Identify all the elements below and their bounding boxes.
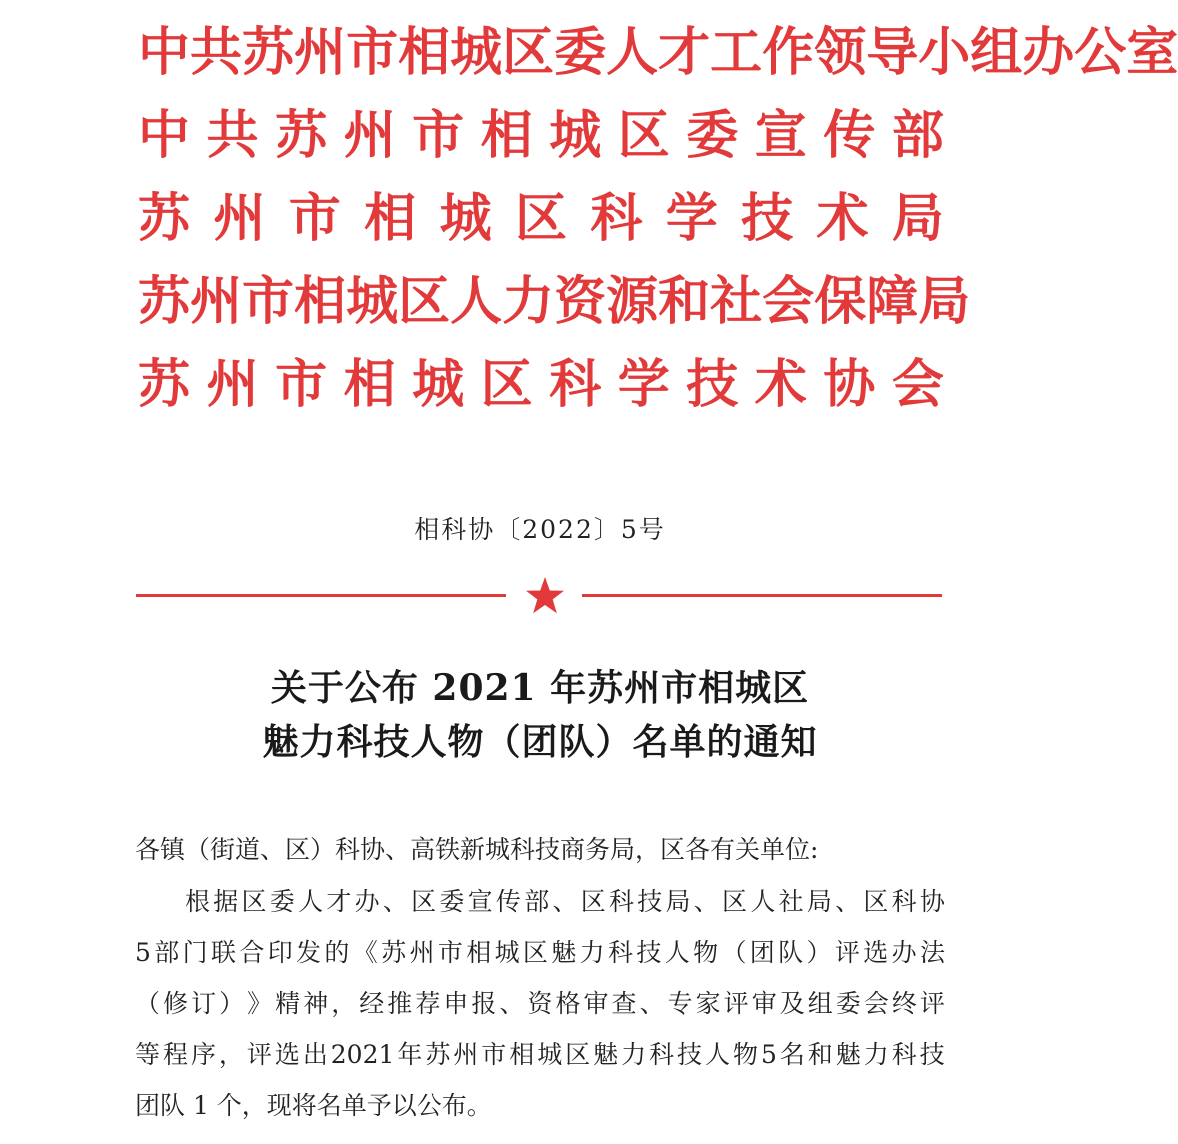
paragraph-char: 根 bbox=[185, 887, 211, 916]
notice-title-line-2: 魅力科技人物（团队）名单的通知 bbox=[262, 721, 818, 763]
issuer-char: 室 bbox=[1126, 23, 1178, 83]
paragraph-char: 魅 bbox=[593, 1040, 619, 1069]
issuer-char: 协 bbox=[823, 355, 876, 415]
issuer-char: 源 bbox=[606, 272, 659, 332]
salutation: 各镇（街道、区）科协、高铁新城科技商务局，区各有关单位: bbox=[135, 835, 819, 864]
paragraph-char: 科 bbox=[891, 1040, 917, 1069]
paragraph-char: 《 bbox=[352, 938, 378, 967]
issuer-char: 苏 bbox=[138, 272, 191, 332]
paragraph-char: 传 bbox=[495, 887, 521, 916]
issuer-line bbox=[138, 95, 944, 178]
paragraph-char: 推 bbox=[387, 989, 413, 1018]
paragraph-char: 和 bbox=[807, 1040, 833, 1069]
paragraph-char: 审 bbox=[583, 989, 609, 1018]
issuer-line bbox=[138, 12, 1178, 95]
issuer-char: 城 bbox=[412, 355, 465, 415]
paragraph-char: 等 bbox=[135, 1040, 161, 1069]
issuer-char: 技 bbox=[741, 189, 794, 249]
paragraph-char: 州 bbox=[453, 1040, 479, 1069]
paragraph-char: 技 bbox=[919, 1040, 945, 1069]
paragraph-char: 区 bbox=[565, 1040, 591, 1069]
issuer-char: 市 bbox=[346, 23, 399, 83]
paragraph-char: 会 bbox=[863, 989, 889, 1018]
paragraph-char: ， bbox=[331, 989, 357, 1018]
paragraph-char: 法 bbox=[919, 938, 945, 967]
paragraph-char: 终 bbox=[891, 989, 917, 1018]
issuer-char: 导 bbox=[866, 23, 919, 83]
issuer-char: 术 bbox=[754, 355, 807, 415]
issuer-char: 区 bbox=[480, 355, 533, 415]
document-number: 相科协〔2022〕5号 bbox=[414, 515, 666, 544]
paragraph-char: 专 bbox=[667, 989, 693, 1018]
paragraph-char: 申 bbox=[443, 989, 469, 1018]
paragraph-char: 相 bbox=[509, 1040, 535, 1069]
paragraph-char: 精 bbox=[275, 989, 301, 1018]
paragraph-char: 局 bbox=[806, 887, 832, 916]
paragraph-char: 查 bbox=[611, 989, 637, 1018]
red-star-icon bbox=[523, 574, 567, 618]
paragraph-char: 人 bbox=[705, 1040, 731, 1069]
paragraph-char: 相 bbox=[466, 938, 492, 967]
paragraph-char: 办 bbox=[354, 887, 380, 916]
paragraph-char: 订 bbox=[191, 989, 217, 1018]
issuer-char: 城 bbox=[549, 106, 602, 166]
issuer-char: 公 bbox=[1074, 23, 1127, 83]
paragraph-char: 物 bbox=[732, 1040, 758, 1069]
issuer-char: 苏 bbox=[242, 23, 295, 83]
paragraph-char: 修 bbox=[163, 989, 189, 1018]
issuer-char: 宣 bbox=[754, 106, 807, 166]
issuer-char: 市 bbox=[288, 189, 341, 249]
paragraph-char: 发 bbox=[296, 938, 322, 967]
paragraph-char: 出 bbox=[302, 1040, 328, 1069]
issuer-char: 障 bbox=[866, 272, 919, 332]
issuer-char: 小 bbox=[918, 23, 971, 83]
issuer-char: 部 bbox=[891, 106, 944, 166]
paragraph-char: 州 bbox=[409, 938, 435, 967]
issuer-char: 市 bbox=[412, 106, 465, 166]
issuer-char: 相 bbox=[398, 23, 451, 83]
issuer-char: 区 bbox=[398, 272, 451, 332]
issuer-char: 相 bbox=[294, 272, 347, 332]
paragraph-line bbox=[135, 876, 945, 927]
paragraph-char: 组 bbox=[807, 989, 833, 1018]
issuer-char: 局 bbox=[918, 272, 971, 332]
paragraph-line bbox=[135, 927, 945, 978]
paragraph-char: 力 bbox=[579, 938, 605, 967]
issuer-char: 市 bbox=[242, 272, 295, 332]
issuer-char: 会 bbox=[891, 355, 944, 415]
paragraph-line bbox=[135, 978, 945, 1029]
issuer-char: 区 bbox=[617, 106, 670, 166]
paragraph-char: ， bbox=[218, 1040, 244, 1069]
paragraph-char: 门 bbox=[182, 938, 208, 967]
paragraph-char: 评 bbox=[919, 989, 945, 1018]
paragraph-char: 局 bbox=[665, 887, 691, 916]
paragraph-char: 科 bbox=[891, 887, 917, 916]
issuer-char: 传 bbox=[823, 106, 876, 166]
issuer-char: 局 bbox=[891, 189, 944, 249]
paragraph-char: 选 bbox=[274, 1040, 300, 1069]
issuer-char: 科 bbox=[549, 355, 602, 415]
issuer-line bbox=[138, 261, 971, 344]
issuer-line bbox=[138, 344, 944, 427]
issuer-char: 共 bbox=[190, 23, 243, 83]
issuer-char: 城 bbox=[450, 23, 503, 83]
paragraph-char: 审 bbox=[751, 989, 777, 1018]
issuer-char: 相 bbox=[343, 355, 396, 415]
paragraph-char: 报 bbox=[471, 989, 497, 1018]
paragraph-char: 委 bbox=[269, 887, 295, 916]
paragraph-char: 队 bbox=[778, 938, 804, 967]
issuer-char: 学 bbox=[665, 189, 718, 249]
issuer-char: 作 bbox=[762, 23, 815, 83]
paragraph-char: 评 bbox=[246, 1040, 272, 1069]
issuer-char: 城 bbox=[439, 189, 492, 249]
paragraph-char: 部 bbox=[154, 938, 180, 967]
notice-title-line-1: 关于公布 2021 年苏州市相城区 bbox=[270, 667, 810, 709]
paragraph-char: 评 bbox=[834, 938, 860, 967]
paragraph-char: 办 bbox=[891, 938, 917, 967]
paragraph-char: 委 bbox=[835, 989, 861, 1018]
issuer-char: 苏 bbox=[138, 355, 191, 415]
paragraph-char: 、 bbox=[552, 887, 578, 916]
paragraph-char: 选 bbox=[863, 938, 889, 967]
paragraph-char: 印 bbox=[267, 938, 293, 967]
paragraph-char: 荐 bbox=[415, 989, 441, 1018]
paragraph-char: 》 bbox=[247, 989, 273, 1018]
paragraph-char: 5 bbox=[760, 1040, 777, 1069]
issuer-line bbox=[138, 178, 944, 261]
paragraph-char: 区 bbox=[522, 938, 548, 967]
paragraph-char: 力 bbox=[863, 1040, 889, 1069]
paragraph-char: 名 bbox=[779, 1040, 805, 1069]
paragraph-char: （ bbox=[721, 938, 747, 967]
issuer-char: 会 bbox=[762, 272, 815, 332]
paragraph-char: 、 bbox=[499, 989, 525, 1018]
body-paragraph bbox=[135, 876, 945, 1131]
issuer-char: 科 bbox=[590, 189, 643, 249]
paragraph-char: ） bbox=[806, 938, 832, 967]
paragraph-char: ） bbox=[219, 989, 245, 1018]
paragraph-char: 区 bbox=[411, 887, 437, 916]
paragraph-char: 合 bbox=[239, 938, 265, 967]
issuer-char: 和 bbox=[658, 272, 711, 332]
paragraph-char: 资 bbox=[527, 989, 553, 1018]
paragraph-char: 市 bbox=[437, 938, 463, 967]
paragraph-char: 力 bbox=[621, 1040, 647, 1069]
paragraph-char: 家 bbox=[695, 989, 721, 1018]
paragraph-char: 的 bbox=[324, 938, 350, 967]
paragraph-char: 区 bbox=[722, 887, 748, 916]
issuer-char: 学 bbox=[617, 355, 670, 415]
paragraph-char: 5 bbox=[135, 938, 151, 967]
paragraph-char: 魅 bbox=[835, 1040, 861, 1069]
paragraph-char: 及 bbox=[779, 989, 805, 1018]
paragraph-char: 科 bbox=[608, 938, 634, 967]
paragraph-char: 人 bbox=[664, 938, 690, 967]
issuer-char: 州 bbox=[190, 272, 243, 332]
issuer-char: 城 bbox=[346, 272, 399, 332]
issuer-char: 中 bbox=[138, 106, 191, 166]
issuer-char: 州 bbox=[213, 189, 266, 249]
paragraph-char: 、 bbox=[835, 887, 861, 916]
issuer-char: 区 bbox=[514, 189, 567, 249]
paragraph-char: 部 bbox=[524, 887, 550, 916]
paragraph-char: 才 bbox=[326, 887, 352, 916]
issuer-char: 苏 bbox=[138, 189, 191, 249]
paragraph-line: 团队 1 个，现将名单予以公布。 bbox=[135, 1091, 492, 1120]
issuer-char: 委 bbox=[686, 106, 739, 166]
issuer-char: 州 bbox=[294, 23, 347, 83]
issuer-char: 才 bbox=[658, 23, 711, 83]
issuer-block bbox=[138, 12, 1178, 427]
paragraph-char: 、 bbox=[693, 887, 719, 916]
paragraph-char: 技 bbox=[636, 938, 662, 967]
issuer-char: 市 bbox=[275, 355, 328, 415]
paragraph-char: 评 bbox=[723, 989, 749, 1018]
paragraph-char: 苏 bbox=[425, 1040, 451, 1069]
paragraph-char: 科 bbox=[649, 1040, 675, 1069]
paragraph-char: 社 bbox=[778, 887, 804, 916]
paragraph-char: 序 bbox=[190, 1040, 216, 1069]
paragraph-char: 经 bbox=[359, 989, 385, 1018]
paragraph-char: 科 bbox=[608, 887, 634, 916]
issuer-char: 技 bbox=[686, 355, 739, 415]
issuer-char: 保 bbox=[814, 272, 867, 332]
issuer-char: 人 bbox=[606, 23, 659, 83]
paragraph-char: 格 bbox=[555, 989, 581, 1018]
paragraph-char: 神 bbox=[303, 989, 329, 1018]
paragraph-char: 人 bbox=[298, 887, 324, 916]
paragraph-char: 据 bbox=[213, 887, 239, 916]
issuer-char: 力 bbox=[502, 272, 555, 332]
issuer-char: 州 bbox=[343, 106, 396, 166]
issuer-char: 相 bbox=[480, 106, 533, 166]
issuer-char: 委 bbox=[554, 23, 607, 83]
paragraph-char: 联 bbox=[210, 938, 236, 967]
paragraph-char: 物 bbox=[693, 938, 719, 967]
paragraph-char: 技 bbox=[637, 887, 663, 916]
issuer-char: 相 bbox=[364, 189, 417, 249]
paragraph-char: 协 bbox=[919, 887, 945, 916]
issuer-char: 区 bbox=[502, 23, 555, 83]
paragraph-char: 技 bbox=[677, 1040, 703, 1069]
paragraph-char: 苏 bbox=[381, 938, 407, 967]
issuer-char: 中 bbox=[138, 23, 191, 83]
paragraph-char: 市 bbox=[481, 1040, 507, 1069]
paragraph-char: 人 bbox=[750, 887, 776, 916]
paragraph-char: 魅 bbox=[551, 938, 577, 967]
issuer-char: 州 bbox=[206, 355, 259, 415]
issuer-char: 办 bbox=[1022, 23, 1075, 83]
divider-right bbox=[582, 594, 942, 597]
paragraph-char: 年 bbox=[397, 1040, 423, 1069]
paragraph-char: （ bbox=[135, 989, 161, 1018]
issuer-char: 资 bbox=[554, 272, 607, 332]
paragraph-char: 委 bbox=[439, 887, 465, 916]
paragraph-char: 区 bbox=[580, 887, 606, 916]
paragraph-char: 城 bbox=[537, 1040, 563, 1069]
issuer-char: 苏 bbox=[275, 106, 328, 166]
paragraph-char: 宣 bbox=[467, 887, 493, 916]
issuer-char: 组 bbox=[970, 23, 1023, 83]
paragraph-char: 、 bbox=[382, 887, 408, 916]
divider-left bbox=[136, 594, 506, 597]
issuer-char: 共 bbox=[206, 106, 259, 166]
paragraph-char: 程 bbox=[162, 1040, 188, 1069]
paragraph-char: 城 bbox=[494, 938, 520, 967]
issuer-char: 人 bbox=[450, 272, 503, 332]
paragraph-char: 团 bbox=[749, 938, 775, 967]
issuer-char: 工 bbox=[710, 23, 763, 83]
paragraph-char: 区 bbox=[241, 887, 267, 916]
paragraph-char: 区 bbox=[863, 887, 889, 916]
paragraph-char: 2021 bbox=[330, 1040, 395, 1069]
issuer-char: 社 bbox=[710, 272, 763, 332]
issuer-char: 术 bbox=[816, 189, 869, 249]
paragraph-line bbox=[135, 1029, 945, 1080]
paragraph-char: 、 bbox=[639, 989, 665, 1018]
issuer-char: 领 bbox=[814, 23, 867, 83]
